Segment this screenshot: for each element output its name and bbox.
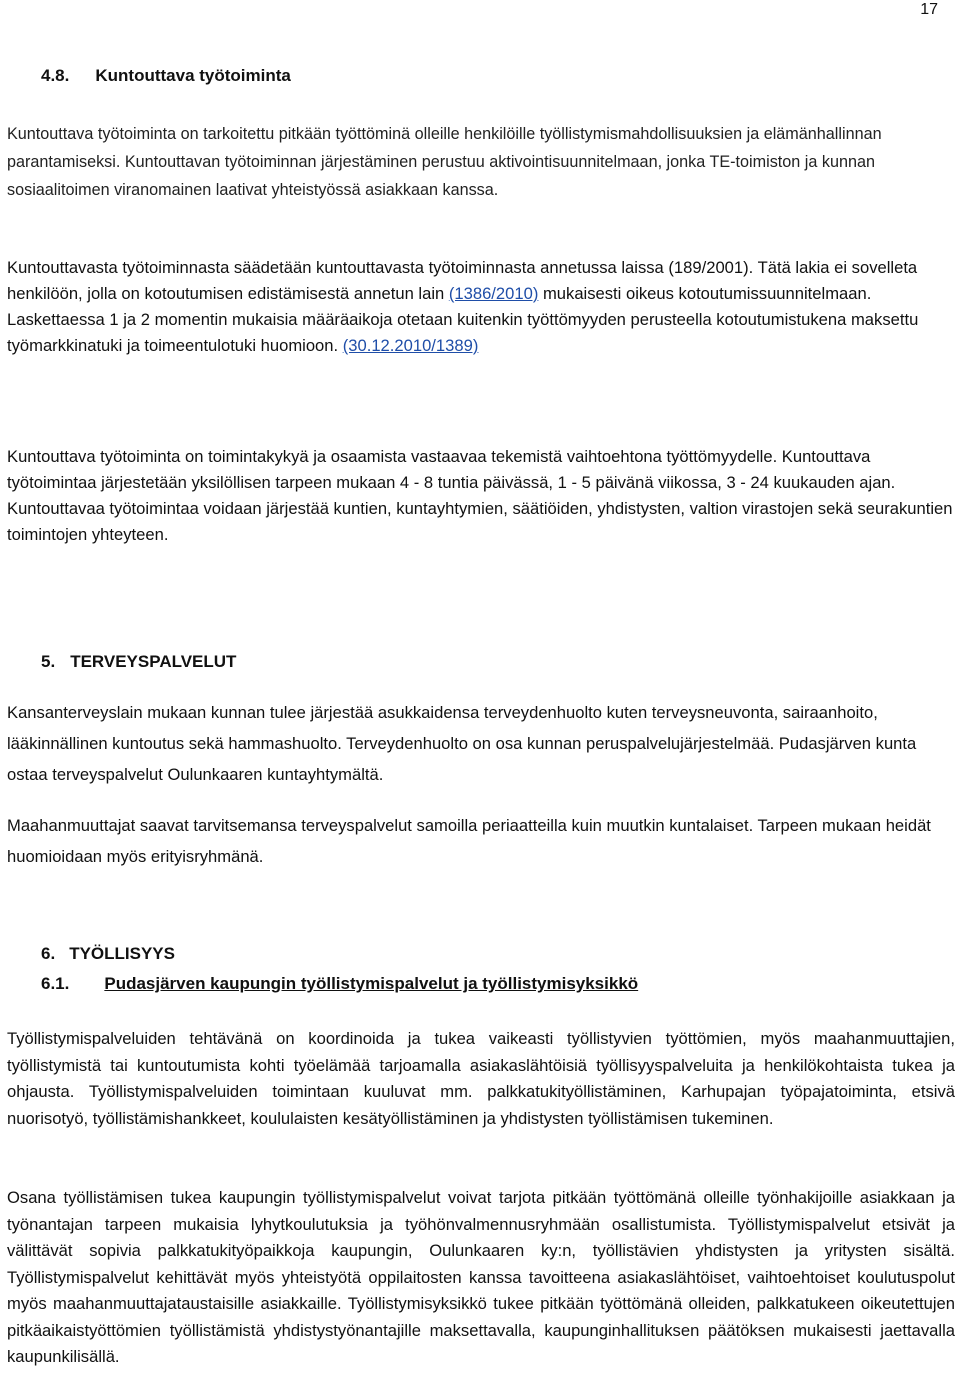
- section-title: Kuntouttava työtoiminta: [95, 66, 291, 85]
- page-number: 17: [920, 1, 938, 18]
- section-6-1-paragraph-1: Työllistymispalveluiden tehtävänä on koordinoida ja tukea vaikeasti työllistyvien työttömien, myös maahanmuuttajien, työllistymistä tai kuntoutumista kohti työelämää tarjoamalla asiakaslähtöisiä työllisyyspalveluita ja henkilökohtaista tukea ja ohjausta. Työllistymispalveluiden toimintaan kuuluvat mm. palkkatukityöllistäminen, Karhupajan työpajatoiminta, etsivä nuorisotyö, työllistämishankkeet, koululaisten kesätyöllistäminen ja yhdistysten työllistämisen tukeminen.: [7, 1029, 955, 1128]
- section-5-heading: [41, 652, 236, 672]
- section-6-1-paragraph-2: Osana työllistämisen tukea kaupungin työllistymispalvelut voivat tarjota pitkään työttömänä olleille työnhakijoille asiakkaan ja työnantajan tarpeen mukaisia lyhytkoulutuksia ja työhönvalmennusryhmään osallistumista. Työllistymispalvelut etsivät ja välittävät sopivia palkkatukityöpaikkoja kaupungin, Oulunkaaren ky:n, työllistävien yhdistysten ja yritysten sisältä. Työllistymispalvelut kehittävät myös yhteistyötä oppilaitosten kanssa tavoitteena asiakaslähtöiset, vaihtoehtoiset koulutuspolut myös maahanmuuttajataustaisille asiakkaille. Työllistymisyksikkö tukee pitkään työttömänä olleiden, palkkatukeen oikeutettujen pitkäaikaistyöttömien työllistämistä yhdistystyönantajille maksettavalla, kaupunginhallituksen päätöksen mukaisesti jaettavalla kaupunkilisällä.: [7, 1188, 955, 1366]
- law-text-b: Tätä lakia ei sovelleta henkilöön, jolla on kotoutumisen edistämisestä annetun lain: [7, 258, 918, 303]
- section-4-8-paragraph-2: [7, 255, 955, 359]
- section-5-paragraph-1: Kansanterveyslain mukaan kunnan tulee järjestää asukkaidensa terveydenhuolto kuten terveysneuvonta, sairaanhoito, lääkinnällinen kuntoutus sekä hammashuolto. Terveydenhuolto on osa kunnan peruspalvelujärjestelmää. Pudasjärven kunta ostaa terveyspalvelut Oulunkaaren kuntayhtymältä.: [7, 703, 917, 784]
- law-text-c: mukaisesti oikeus kotoutumissuunnitelmaan. Laskettaessa 1 ja 2 momentin mukaisia määräaikoja otetaan kuitenkin työttömyyden perusteella kotoutumistukena maksettu työmarkkinatuki ja toimeentulotuki huomioon.: [7, 284, 919, 355]
- section-4-8-paragraph-1: Kuntouttava työtoiminta on tarkoitettu pitkään työttöminä olleille henkilöille työllistymismahdollisuuksien ja elämänhallinnan parantamiseksi. Kuntouttavan työtoiminnan järjestäminen perustuu aktivointisuunnitelmaan, jonka TE-toimiston ja kunnan sosiaalitoimen viranomainen laativat yhteistyössä asiakkaan kanssa.: [7, 125, 882, 199]
- subsection-number: 6.1.: [41, 974, 70, 993]
- section-number: 6.: [41, 944, 56, 963]
- section-6-1-heading: [41, 974, 638, 994]
- section-5-paragraph-2: Maahanmuuttajat saavat tarvitsemansa terveyspalvelut samoilla periaatteilla kuin muutkin kuntalaiset. Tarpeen mukaan heidät huomioidaan myös erityisryhmänä.: [7, 816, 931, 866]
- section-title: TERVEYSPALVELUT: [70, 652, 237, 671]
- law-link-30-12-2010[interactable]: (30.12.2010/1389): [342, 336, 479, 355]
- subsection-title: Pudasjärven kaupungin työllistymispalvelut ja työllistymisyksikkö: [104, 974, 639, 993]
- section-4-8-paragraph-3: Kuntouttava työtoiminta on toimintakykyä ja osaamista vastaavaa tekemistä vaihtoehtona työttömyydelle. Kuntouttava työtoimintaa järjestetään yksilöllisen tarpeen mukaan 4 - 8 tuntia päivässä, 1 - 5 päivänä viikossa, 3 - 24 kuukauden ajan. Kuntouttavaa työtoimintaa voidaan järjestää kuntien, kuntayhtymien, säätiöiden, yhdistysten, valtion virastojen sekä seurakuntien toimintojen yhteyteen.: [7, 447, 953, 544]
- section-number: 5.: [41, 652, 56, 671]
- section-number: 4.8.: [41, 66, 70, 85]
- section-4-8-heading: [41, 66, 291, 86]
- section-6-heading: [41, 944, 175, 964]
- law-link-1386-2010[interactable]: (1386/2010): [448, 284, 539, 303]
- section-title: TYÖLLISYYS: [69, 944, 175, 963]
- law-reference-text: Kuntouttavasta työtoiminnasta säädetään kuntouttavasta työtoiminnasta annetussa laissa (189/2001).: [7, 258, 754, 277]
